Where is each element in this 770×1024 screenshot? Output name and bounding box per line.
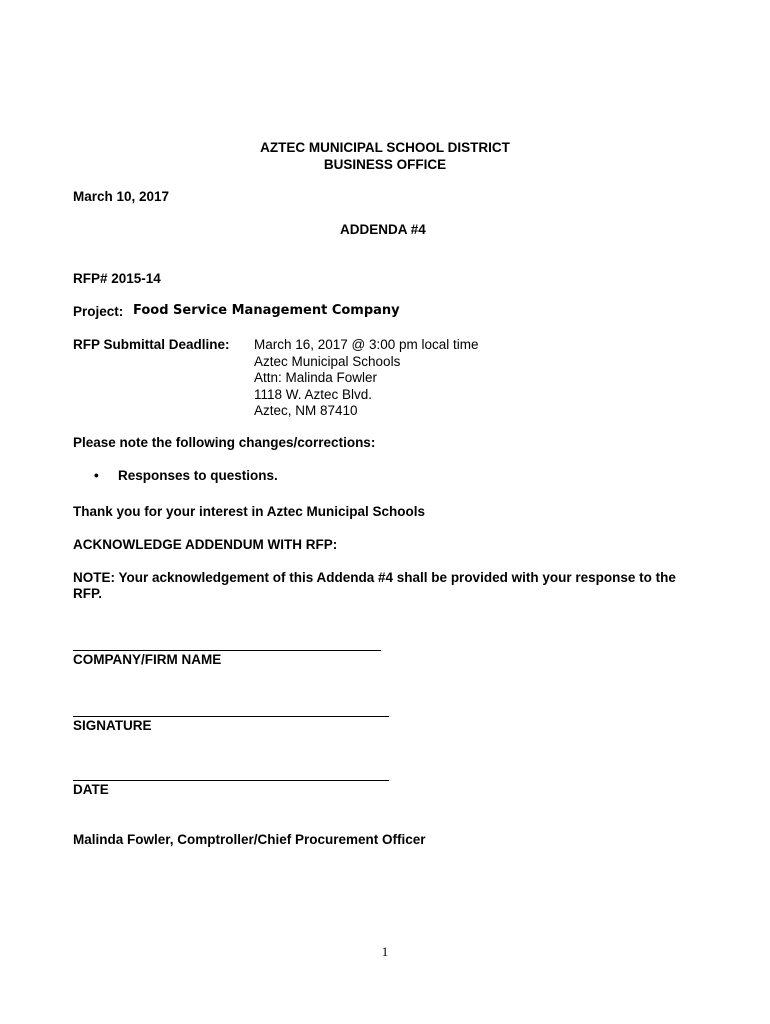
signature-label: SIGNATURE xyxy=(73,718,152,733)
district-heading: AZTEC MUNICIPAL SCHOOL DISTRICT xyxy=(260,140,510,155)
signature-line xyxy=(73,716,389,717)
changes-intro: Please note the following changes/corrections: xyxy=(73,435,376,450)
signer-name: Malinda Fowler, Comptroller/Chief Procurement Officer xyxy=(73,832,426,847)
deadline-datetime: March 16, 2017 @ 3:00 pm local time xyxy=(254,337,479,352)
office-heading: BUSINESS OFFICE xyxy=(323,157,447,172)
bullet-item: Responses to questions. xyxy=(118,468,278,483)
project-name: Food Service Management Company xyxy=(133,303,400,318)
address-city: Aztec, NM 87410 xyxy=(254,403,358,418)
address-organization: Aztec Municipal Schools xyxy=(254,353,401,369)
bullet-icon: • xyxy=(94,468,99,483)
page-number: 1 xyxy=(381,944,389,959)
document-date: March 10, 2017 xyxy=(73,189,170,204)
project-label: Project: xyxy=(73,304,124,319)
note-text-line1: NOTE: Your acknowledgement of this Addenda #4 shall be provided with your response to the xyxy=(73,570,676,585)
date-label: DATE xyxy=(73,782,109,797)
rfp-number: RFP# 2015-14 xyxy=(73,271,161,286)
note-text-line2: RFP. xyxy=(73,586,103,601)
address-street: 1118 W. Aztec Blvd. xyxy=(254,386,373,402)
address-attention: Attn: Malinda Fowler xyxy=(254,370,378,385)
company-name-label: COMPANY/FIRM NAME xyxy=(73,652,222,667)
thanks-text: Thank you for your interest in Aztec Municipal Schools xyxy=(73,504,426,519)
company-name-line xyxy=(73,650,381,651)
addenda-title: ADDENDA #4 xyxy=(340,222,426,237)
deadline-label: RFP Submittal Deadline: xyxy=(73,337,230,352)
acknowledge-heading: ACKNOWLEDGE ADDENDUM WITH RFP: xyxy=(73,537,338,552)
date-line xyxy=(73,780,389,781)
